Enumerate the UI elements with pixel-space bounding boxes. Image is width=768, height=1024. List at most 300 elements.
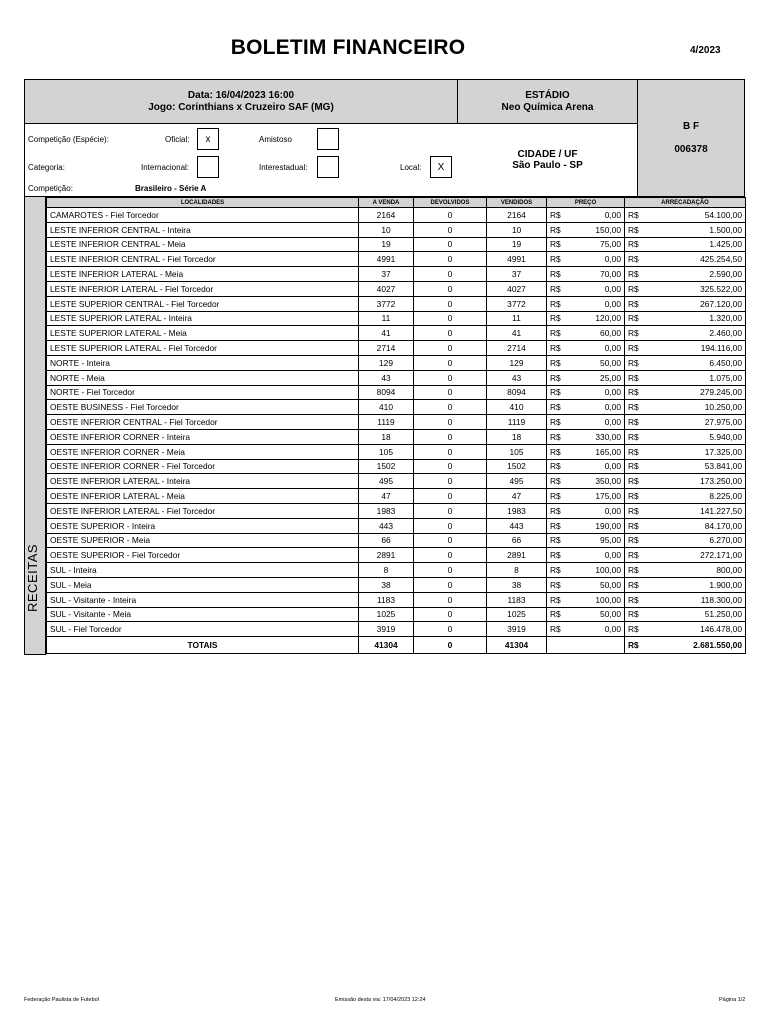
row-devolvidos: 0 [414,208,487,223]
table-row [47,548,746,563]
document-title: BOLETIM FINANCEIRO [230,36,466,59]
interstate-label: Interestadual: [259,163,308,172]
table-row [47,474,746,489]
row-devolvidos: 0 [414,385,487,400]
row-devolvidos: 0 [414,489,487,504]
table-row [47,237,746,252]
totals-venda: 41304 [359,637,414,654]
row-preco [547,415,625,430]
currency-symbol: R$ [628,417,639,428]
row-a-venda: 8 [359,563,414,578]
row-a-venda: 105 [359,444,414,459]
row-arrecadacao [625,592,746,607]
row-devolvidos: 0 [414,326,487,341]
row-arrecadacao [625,459,746,474]
row-a-venda: 1119 [359,415,414,430]
currency-symbol: R$ [628,565,639,576]
row-preco-value: 175,00 [595,491,621,502]
row-vendidos: 410 [487,400,547,415]
currency-symbol: R$ [628,372,639,383]
row-localidade: NORTE - Meia [47,370,359,385]
row-arrecadacao [625,518,746,533]
table-row [47,503,746,518]
table-row [47,444,746,459]
row-vendidos: 37 [487,267,547,282]
row-preco-value: 0,00 [604,298,621,309]
col-arrecadacao: ARRECADAÇÃO [625,198,746,208]
currency-symbol: R$ [550,535,561,546]
match-teams: Jogo: Corinthians x Cruzeiro SAF (MG) [148,102,334,113]
row-arrecadacao-value: 6.450,00 [709,357,742,368]
row-a-venda: 37 [359,267,414,282]
row-preco-value: 25,00 [600,372,621,383]
row-arrecadacao [625,252,746,267]
row-preco-value: 0,00 [604,624,621,635]
row-arrecadacao-value: 2.460,00 [709,328,742,339]
row-devolvidos: 0 [414,355,487,370]
currency-symbol: R$ [550,239,561,250]
city-label: CIDADE / UF [517,149,578,160]
currency-symbol: R$ [628,461,639,472]
row-arrecadacao [625,208,746,223]
row-vendidos: 129 [487,355,547,370]
row-preco-value: 190,00 [595,520,621,531]
table-row [47,459,746,474]
currency-symbol: R$ [550,328,561,339]
row-arrecadacao-value: 173.250,00 [700,476,742,487]
row-arrecadacao [625,281,746,296]
row-a-venda: 11 [359,311,414,326]
currency-symbol: R$ [628,313,639,324]
row-preco-value: 0,00 [604,387,621,398]
local-label: Local: [400,163,422,172]
table-row [47,429,746,444]
row-devolvidos: 0 [414,222,487,237]
col-preco: PREÇO [547,198,625,208]
row-arrecadacao [625,533,746,548]
row-devolvidos: 0 [414,281,487,296]
row-localidade: LESTE INFERIOR CENTRAL - Inteira [47,222,359,237]
friendly-label: Amistoso [259,135,292,144]
match-info [25,80,458,124]
col-a-venda: A VENDA [359,198,414,208]
row-preco [547,326,625,341]
row-a-venda: 495 [359,474,414,489]
row-arrecadacao-value: 118.300,00 [700,594,742,605]
row-arrecadacao-value: 1.320,00 [709,313,742,324]
competition-label: Competição: [28,184,73,193]
row-arrecadacao [625,548,746,563]
footer-emission: Emissão desta via: 17/04/2023 12:24 [335,997,426,1003]
row-localidade: OESTE INFERIOR LATERAL - Meia [47,489,359,504]
row-arrecadacao [625,296,746,311]
currency-symbol: R$ [628,239,639,250]
stadium-label: ESTÁDIO [525,90,570,101]
row-vendidos: 4991 [487,252,547,267]
row-preco [547,400,625,415]
currency-symbol: R$ [628,343,639,354]
row-a-venda: 129 [359,355,414,370]
currency-symbol: R$ [550,224,561,235]
row-preco [547,503,625,518]
currency-symbol: R$ [628,624,639,635]
row-a-venda: 2891 [359,548,414,563]
currency-symbol: R$ [628,431,639,442]
currency-symbol: R$ [550,476,561,487]
row-arrecadacao-value: 1.500,00 [709,224,742,235]
stadium-name: Neo Química Arena [501,102,594,113]
row-a-venda: 3772 [359,296,414,311]
row-preco-value: 50,00 [600,357,621,368]
row-arrecadacao [625,577,746,592]
currency-symbol: R$ [550,357,561,368]
international-label: Internacional: [141,163,190,172]
row-arrecadacao-value: 194.116,00 [700,343,742,354]
table-row [47,370,746,385]
row-localidade: OESTE SUPERIOR - Meia [47,533,359,548]
row-preco [547,548,625,563]
row-arrecadacao-value: 267.120,00 [700,298,742,309]
table-row [47,281,746,296]
row-arrecadacao [625,429,746,444]
totals-label: TOTAIS [47,637,359,654]
row-arrecadacao-value: 6.270,00 [709,535,742,546]
currency-symbol: R$ [628,579,639,590]
document-code: 4/2023 [690,45,721,56]
row-preco-value: 350,00 [595,476,621,487]
currency-symbol: R$ [550,313,561,324]
row-devolvidos: 0 [414,533,487,548]
currency-symbol: R$ [628,402,639,413]
table-row [47,222,746,237]
row-arrecadacao-value: 5.940,00 [709,431,742,442]
row-arrecadacao-value: 1.075,00 [709,372,742,383]
row-preco [547,296,625,311]
footer-organization: Federação Paulista de Futebol [24,997,99,1003]
row-vendidos: 1119 [487,415,547,430]
row-preco-value: 165,00 [595,446,621,457]
row-preco [547,607,625,622]
table-row [47,400,746,415]
row-devolvidos: 0 [414,370,487,385]
row-preco-value: 100,00 [595,565,621,576]
row-preco [547,237,625,252]
row-arrecadacao [625,563,746,578]
table-row [47,326,746,341]
row-preco-value: 100,00 [595,594,621,605]
row-preco-value: 150,00 [595,224,621,235]
row-arrecadacao [625,444,746,459]
row-preco [547,341,625,356]
row-arrecadacao-value: 53.841,00 [704,461,742,472]
table-row [47,252,746,267]
row-devolvidos: 0 [414,267,487,282]
row-preco [547,444,625,459]
row-arrecadacao [625,355,746,370]
row-a-venda: 2714 [359,341,414,356]
match-header [24,79,745,197]
row-devolvidos: 0 [414,459,487,474]
currency-symbol: R$ [628,640,639,651]
row-preco [547,577,625,592]
row-arrecadacao [625,222,746,237]
official-label: Oficial: [165,135,190,144]
row-devolvidos: 0 [414,296,487,311]
currency-symbol: R$ [628,209,639,220]
row-preco-value: 50,00 [600,609,621,620]
currency-symbol: R$ [628,387,639,398]
row-localidade: OESTE INFERIOR CORNER - Inteira [47,429,359,444]
row-devolvidos: 0 [414,622,487,637]
row-localidade: SUL - Visitante - Inteira [47,592,359,607]
row-arrecadacao-value: 51.250,00 [704,609,742,620]
row-preco-value: 0,00 [604,402,621,413]
row-preco [547,370,625,385]
row-localidade: NORTE - Fiel Torcedor [47,385,359,400]
row-arrecadacao-value: 325.522,00 [700,283,742,294]
row-localidade: OESTE INFERIOR CENTRAL - Fiel Torcedor [47,415,359,430]
row-vendidos: 3772 [487,296,547,311]
currency-symbol: R$ [628,357,639,368]
row-preco [547,474,625,489]
row-vendidos: 11 [487,311,547,326]
row-preco [547,281,625,296]
row-arrecadacao-value: 800,00 [716,565,742,576]
row-localidade: OESTE BUSINESS - Fiel Torcedor [47,400,359,415]
row-preco [547,222,625,237]
row-arrecadacao-value: 54.100,00 [704,209,742,220]
row-preco [547,533,625,548]
currency-symbol: R$ [550,446,561,457]
row-devolvidos: 0 [414,563,487,578]
table-row [47,355,746,370]
row-a-venda: 47 [359,489,414,504]
table-row [47,607,746,622]
currency-symbol: R$ [628,520,639,531]
col-devolvidos: DEVOLVIDOS [414,198,487,208]
currency-symbol: R$ [628,491,639,502]
row-devolvidos: 0 [414,548,487,563]
row-devolvidos: 0 [414,592,487,607]
row-arrecadacao [625,341,746,356]
currency-symbol: R$ [550,550,561,561]
row-a-venda: 1983 [359,503,414,518]
row-localidade: NORTE - Inteira [47,355,359,370]
table-row [47,385,746,400]
row-localidade: LESTE INFERIOR CENTRAL - Meia [47,237,359,252]
bf-box [638,80,744,196]
table-row [47,592,746,607]
currency-symbol: R$ [550,431,561,442]
row-a-venda: 41 [359,326,414,341]
row-arrecadacao-value: 141.227,50 [700,505,742,516]
footer-page: Página 1/2 [719,997,746,1003]
row-a-venda: 19 [359,237,414,252]
row-arrecadacao-value: 2.590,00 [709,269,742,280]
row-preco [547,459,625,474]
row-vendidos: 1025 [487,607,547,622]
row-localidade: OESTE INFERIOR CORNER - Fiel Torcedor [47,459,359,474]
row-preco-value: 0,00 [604,550,621,561]
row-preco-value: 0,00 [604,505,621,516]
table-row [47,208,746,223]
currency-symbol: R$ [550,579,561,590]
row-arrecadacao-value: 272.171,00 [700,550,742,561]
row-arrecadacao [625,370,746,385]
currency-symbol: R$ [628,254,639,265]
row-localidade: LESTE SUPERIOR LATERAL - Fiel Torcedor [47,341,359,356]
currency-symbol: R$ [550,624,561,635]
row-localidade: LESTE INFERIOR LATERAL - Fiel Torcedor [47,281,359,296]
row-vendidos: 18 [487,429,547,444]
row-preco-value: 50,00 [600,579,621,590]
currency-symbol: R$ [628,283,639,294]
row-arrecadacao [625,622,746,637]
bf-label: B F [682,121,700,132]
row-a-venda: 66 [359,533,414,548]
row-preco [547,563,625,578]
currency-symbol: R$ [550,520,561,531]
row-devolvidos: 0 [414,474,487,489]
currency-symbol: R$ [628,446,639,457]
currency-symbol: R$ [550,343,561,354]
row-arrecadacao-value: 425.254,50 [700,254,742,265]
table-body [47,208,746,637]
row-preco-value: 330,00 [595,431,621,442]
official-checkbox[interactable]: x [197,128,219,150]
currency-symbol: R$ [550,505,561,516]
table-row [47,518,746,533]
row-a-venda: 3919 [359,622,414,637]
row-arrecadacao [625,415,746,430]
table-row [47,341,746,356]
totals-devolvidos: 0 [414,637,487,654]
international-checkbox[interactable] [197,156,219,178]
row-arrecadacao-value: 10.250,00 [704,402,742,413]
row-localidade: OESTE SUPERIOR - Fiel Torcedor [47,548,359,563]
currency-symbol: R$ [628,269,639,280]
totals-arrecadacao-value: 2.681.550,00 [693,640,742,651]
totals-vendidos: 41304 [487,637,547,654]
row-devolvidos: 0 [414,400,487,415]
currency-symbol: R$ [628,224,639,235]
row-vendidos: 19 [487,237,547,252]
row-a-venda: 443 [359,518,414,533]
currency-symbol: R$ [550,209,561,220]
row-vendidos: 1183 [487,592,547,607]
row-preco [547,518,625,533]
row-arrecadacao [625,326,746,341]
interstate-checkbox[interactable] [317,156,339,178]
currency-symbol: R$ [550,254,561,265]
row-arrecadacao-value: 27.975,00 [704,417,742,428]
row-vendidos: 1502 [487,459,547,474]
row-vendidos: 41 [487,326,547,341]
row-arrecadacao-value: 146.478,00 [700,624,742,635]
row-localidade: OESTE INFERIOR LATERAL - Inteira [47,474,359,489]
row-vendidos: 2714 [487,341,547,356]
currency-symbol: R$ [550,565,561,576]
row-localidade: SUL - Meia [47,577,359,592]
row-devolvidos: 0 [414,607,487,622]
row-preco-value: 95,00 [600,535,621,546]
row-a-venda: 38 [359,577,414,592]
row-arrecadacao [625,237,746,252]
row-arrecadacao [625,267,746,282]
row-a-venda: 18 [359,429,414,444]
currency-symbol: R$ [550,283,561,294]
row-localidade: LESTE SUPERIOR LATERAL - Meia [47,326,359,341]
local-checkbox[interactable]: X [430,156,452,178]
row-localidade: LESTE SUPERIOR LATERAL - Inteira [47,311,359,326]
city-info [458,124,638,196]
row-vendidos: 2891 [487,548,547,563]
row-preco [547,208,625,223]
row-vendidos: 8094 [487,385,547,400]
row-localidade: OESTE INFERIOR CORNER - Meia [47,444,359,459]
row-preco-value: 0,00 [604,343,621,354]
row-preco [547,592,625,607]
row-preco-value: 75,00 [600,239,621,250]
currency-symbol: R$ [628,328,639,339]
row-devolvidos: 0 [414,311,487,326]
row-a-venda: 1025 [359,607,414,622]
totals-arrecadacao [625,637,746,654]
row-devolvidos: 0 [414,429,487,444]
friendly-checkbox[interactable] [317,128,339,150]
currency-symbol: R$ [550,417,561,428]
table-row [47,577,746,592]
row-vendidos: 10 [487,222,547,237]
row-preco-value: 0,00 [604,254,621,265]
row-vendidos: 443 [487,518,547,533]
row-preco-value: 0,00 [604,461,621,472]
currency-symbol: R$ [628,550,639,561]
row-preco [547,311,625,326]
table-row [47,622,746,637]
row-devolvidos: 0 [414,237,487,252]
row-arrecadacao-value: 1.900,00 [709,579,742,590]
row-preco [547,429,625,444]
bf-number: 006378 [674,144,708,155]
row-localidade: OESTE INFERIOR LATERAL - Fiel Torcedor [47,503,359,518]
currency-symbol: R$ [550,269,561,280]
row-a-venda: 10 [359,222,414,237]
row-vendidos: 1983 [487,503,547,518]
table-row [47,533,746,548]
row-devolvidos: 0 [414,415,487,430]
row-devolvidos: 0 [414,252,487,267]
row-arrecadacao-value: 1.425,00 [709,239,742,250]
row-vendidos: 105 [487,444,547,459]
row-a-venda: 410 [359,400,414,415]
currency-symbol: R$ [550,387,561,398]
row-localidade: LESTE SUPERIOR CENTRAL - Fiel Torcedor [47,296,359,311]
currency-symbol: R$ [628,609,639,620]
row-preco-value: 0,00 [604,417,621,428]
row-devolvidos: 0 [414,503,487,518]
row-arrecadacao [625,474,746,489]
currency-symbol: R$ [628,535,639,546]
row-vendidos: 4027 [487,281,547,296]
table-row [47,296,746,311]
currency-symbol: R$ [628,298,639,309]
table-row [47,267,746,282]
currency-symbol: R$ [550,372,561,383]
row-localidade: SUL - Visitante - Meia [47,607,359,622]
row-preco [547,252,625,267]
col-localidades: LOCALIDADES [47,198,359,208]
